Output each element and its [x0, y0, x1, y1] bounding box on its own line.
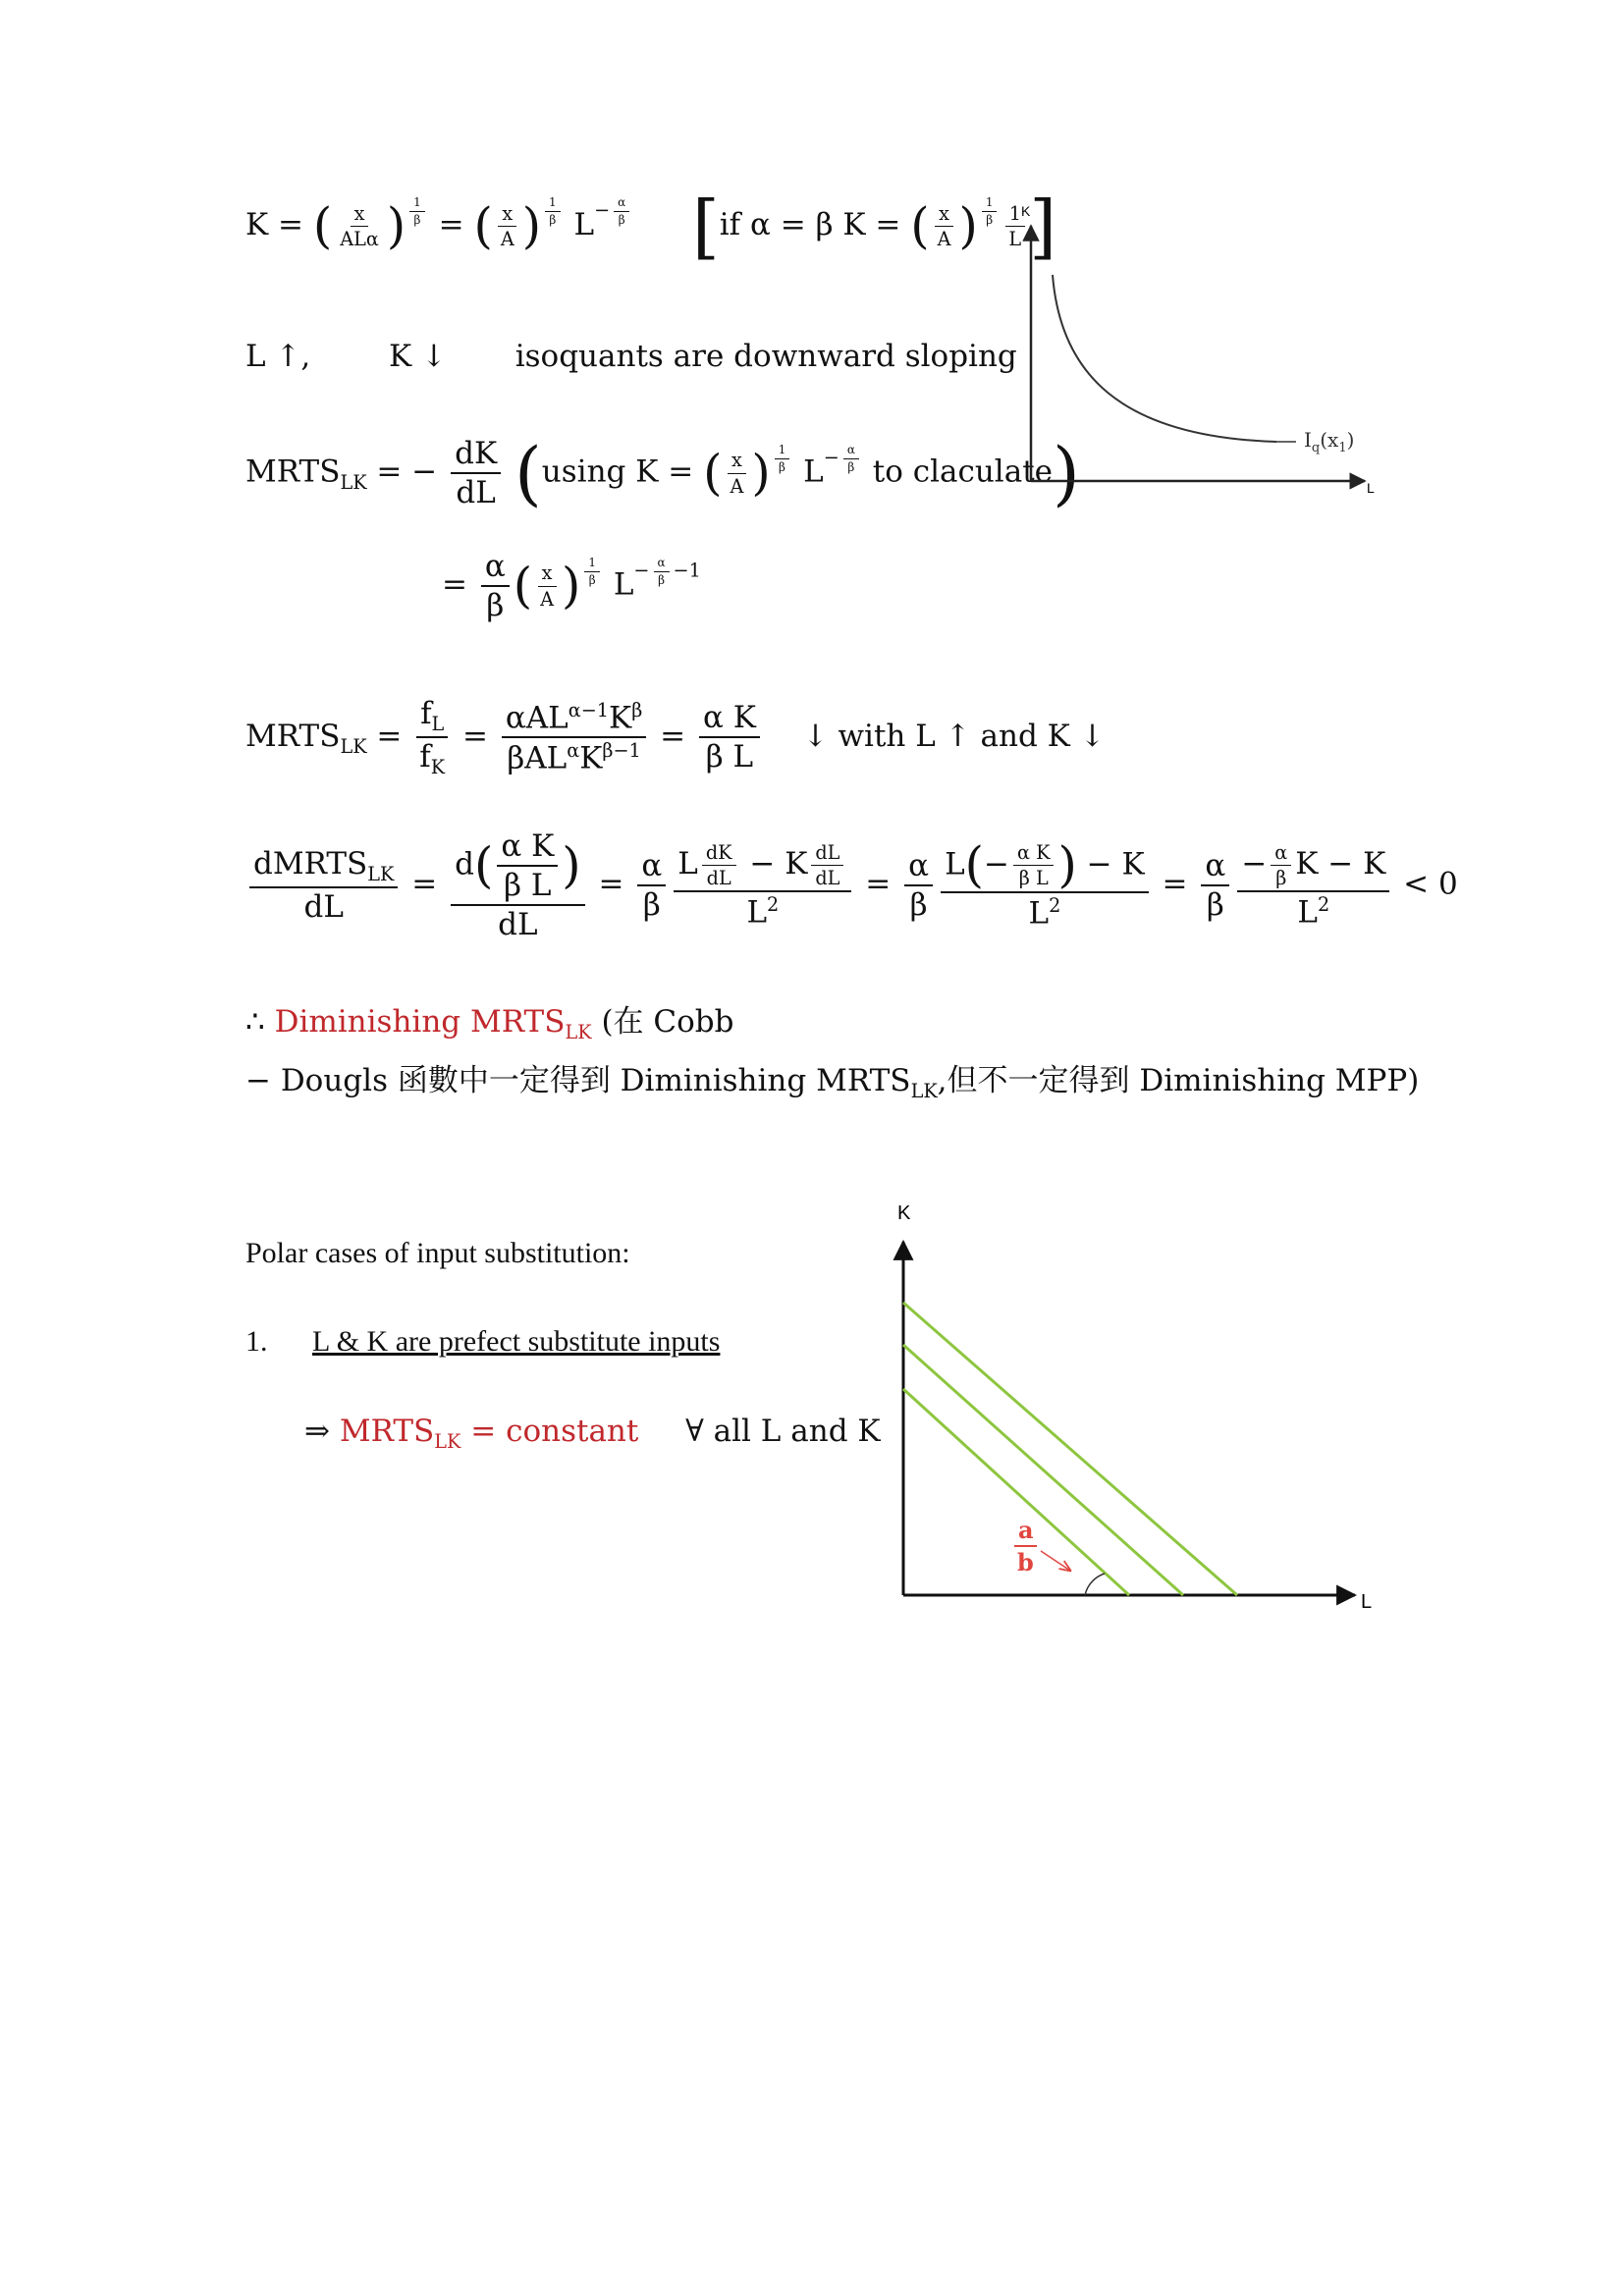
mrts-ratio-equation: $MRTS_{LK}$ = $\frac{f_L}{f_K}$ = $\frac{\alpha AL^{\alpha-1}K^\beta}{\beta AL^\alpha K^{\beta-1}}$ = $\frac{\text{α K}}{\text{β L}}$ ↓ with L ↑ and K ↓ [245, 696, 1106, 779]
isoquant-line-2 [903, 1345, 1183, 1595]
mrts-result-equation: = $\frac{\alpha}{\beta}$ ( $\frac{x}{A}$ ) $\frac{1}{\beta}$ L− $\frac{\alpha}{\beta}$ −1 [442, 549, 701, 624]
x-axis-label: L [1367, 480, 1375, 496]
slope-label [1014, 1516, 1037, 1576]
isoquant-line-1 [903, 1389, 1129, 1595]
slope-denominator: b [1017, 1548, 1034, 1576]
mrts-derivative-equation: $MRTS_{LK}$ = − $\frac{dK}{dL}$ (using K = ( $\frac{x}{A}$ ) $\frac{1}{\beta}$ L− $\frac{\alpha}{\beta}$ to claculate) [245, 432, 1080, 514]
downward-sloping-line: L ↑, K ↓ isoquants are downward sloping [245, 339, 1017, 374]
polar-item-number: 1. [245, 1325, 268, 1358]
polar-item-text: L & K are prefect substitute inputs [312, 1325, 721, 1358]
conclusion-line-2: − Dougls 函數中一定得到 Diminishing $MRTS_{LK}$,但不一定得到 Diminishing MPP) [245, 1063, 1420, 1103]
isoquant-curve [1053, 275, 1276, 442]
y-axis-label: K [897, 1202, 911, 1224]
slope-pointer-arrow [1041, 1551, 1070, 1571]
y-axis-label: K [1021, 203, 1031, 219]
conclusion-line-1: ∴ Diminishing $MRTS_{LK}$ (在 Cobb [245, 1004, 734, 1044]
x-axis-label: L [1361, 1591, 1373, 1613]
dmrts-derivative-equation: $\frac{dMRTS_{LK}}{dL}$ = d( $\frac{\text{α K}}{\text{β L}}$ ) dL = $\frac{\alpha}{\beta}$ L $\frac{dK}{dL}$ − K $\frac{dL}{dL}$ $L^2$ = $\frac{\alpha}{\beta}$ L(− $\frac{\text{α K}}{\text{β L}}$ ) − K $L^2$ = $\frac{\alpha}{\beta}$ − $\frac{\alpha}{\beta}$ K − K $L^2$ < 0 [245, 829, 1458, 941]
isoquant-label: $I_q(x_1)$ [1304, 428, 1355, 455]
slope-angle-arc [1085, 1574, 1105, 1595]
mrts-constant-line: ⇒ $MRTS_{LK}$ = constant ∀ all L and K [304, 1414, 881, 1454]
equation-k-expression: K = ( $\frac{x}{\text{ALα}}$ ) $\frac{1}{\beta}$ = ( $\frac{x}{A}$ ) $\frac{1}{\beta}$ L− $\frac{\alpha}{\beta}$ [if α = β K = ( $\frac{x}{A}$ ) $\frac{1}{\beta}$ $\frac{1}{L}$ ] [245, 186, 1057, 267]
slope-numerator: a [1018, 1516, 1034, 1544]
polar-cases-heading: Polar cases of input substitution: [245, 1237, 630, 1269]
isoquant-line-3 [903, 1303, 1237, 1595]
perfect-substitutes-graph [874, 1198, 1373, 1629]
isoquant-graph [1001, 196, 1375, 510]
